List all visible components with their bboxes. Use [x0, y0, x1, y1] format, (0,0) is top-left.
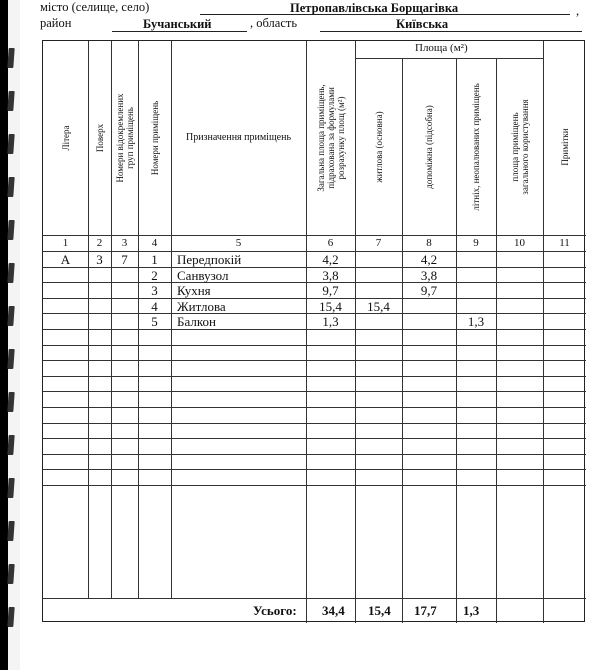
- row-line: [43, 438, 586, 439]
- column-divider: [171, 41, 172, 598]
- area-group-header: Площа (м²): [415, 42, 468, 54]
- table-cell: 5: [151, 314, 158, 330]
- row-line: [43, 407, 586, 408]
- table-cell: 1,3: [322, 314, 339, 330]
- table-cell: 3,8: [420, 267, 438, 283]
- district-value: Бучанський: [143, 17, 212, 31]
- header-bottom-line: [43, 235, 586, 236]
- table-cell: Житлова: [177, 298, 226, 314]
- district-label: район: [40, 16, 72, 30]
- row-line: [43, 454, 586, 455]
- table-cell: 4,2: [322, 252, 339, 267]
- column-header: Номери приміщень: [149, 100, 160, 176]
- table-cell: Кухня: [177, 283, 211, 299]
- table-cell: 1: [151, 252, 158, 267]
- column-number: 6: [327, 237, 334, 249]
- table-cell: А: [60, 252, 71, 267]
- column-header-cell: [111, 41, 138, 235]
- column-header: Призначення приміщень: [185, 132, 292, 143]
- rooms-table: [42, 40, 585, 622]
- total-living-area: 15,4: [368, 603, 391, 618]
- city-comma: ,: [576, 4, 580, 18]
- row-line: [43, 469, 586, 470]
- column-number: 5: [235, 237, 242, 249]
- table-cell: 7: [121, 252, 128, 267]
- column-header-cell: [138, 41, 171, 235]
- column-number: 10: [514, 237, 525, 249]
- table-cell: 1,3: [467, 314, 485, 330]
- column-header-cell: [456, 58, 496, 235]
- table-cell: 3: [151, 283, 158, 299]
- table-cell: 3,8: [322, 267, 339, 283]
- row-line: [43, 376, 586, 377]
- region-underline: [320, 31, 582, 32]
- row-line: [43, 345, 586, 346]
- region-value: Київська: [396, 17, 449, 31]
- table-cell: 2: [151, 267, 158, 283]
- column-number: 2: [96, 237, 103, 249]
- column-header: Номери відокремлених груп приміщень: [114, 93, 135, 183]
- binding-edge: [0, 0, 8, 670]
- table-cell: 15,4: [319, 298, 342, 314]
- table-cell: Балкон: [177, 314, 216, 330]
- total-top-line: [43, 598, 586, 599]
- city-value: Петропавлівська Борщагівка: [290, 1, 459, 15]
- total-summer-area: 1,3: [463, 603, 480, 618]
- column-header: Примітки: [559, 127, 570, 166]
- column-number: 4: [151, 237, 158, 249]
- column-number: 7: [375, 237, 382, 249]
- column-header-cell: [355, 58, 402, 235]
- table-cell: 9,7: [322, 283, 339, 299]
- table-cell: 3: [96, 252, 103, 267]
- column-header-cell: [402, 58, 456, 235]
- column-number: 3: [121, 237, 128, 249]
- total-general-area: 34,4: [322, 603, 345, 618]
- city-label: місто (селище, село): [40, 0, 150, 14]
- column-header: площа приміщень загального користування: [509, 98, 530, 195]
- column-header-cell: [543, 58, 586, 235]
- column-header-cell: [306, 41, 355, 235]
- column-header-cell: [88, 41, 111, 235]
- column-header: Загальна площа приміщень, підрахована за формулами розрахунку площ (м²): [315, 84, 346, 192]
- row-line: [43, 391, 586, 392]
- column-number: 1: [62, 237, 69, 249]
- table-cell: Передпокій: [177, 252, 242, 267]
- column-header: літніх, неопалюваних приміщень: [470, 82, 481, 211]
- table-cell: 9,7: [420, 283, 438, 299]
- column-header: допоміжна (підсобна): [423, 104, 434, 189]
- column-header: Літера: [60, 125, 71, 151]
- column-number: 8: [426, 237, 432, 249]
- table-cell: 4: [151, 298, 158, 314]
- column-header-cell: [43, 41, 88, 235]
- row-line: [43, 360, 586, 361]
- row-line: [43, 423, 586, 424]
- column-number: 9: [473, 237, 479, 249]
- total-label: Усього:: [253, 603, 297, 618]
- table-cell: 4,2: [420, 252, 438, 267]
- table-cell: 15,4: [367, 298, 390, 314]
- row-line: [43, 485, 586, 486]
- column-number: 11: [559, 237, 570, 249]
- total-auxiliary-area: 17,7: [414, 603, 437, 618]
- table-cell: Санвузол: [177, 267, 229, 283]
- region-label: , область: [250, 16, 298, 30]
- column-header-cell: [496, 58, 543, 235]
- column-header: житлова (основна): [373, 110, 384, 183]
- column-header: Поверх: [94, 123, 105, 153]
